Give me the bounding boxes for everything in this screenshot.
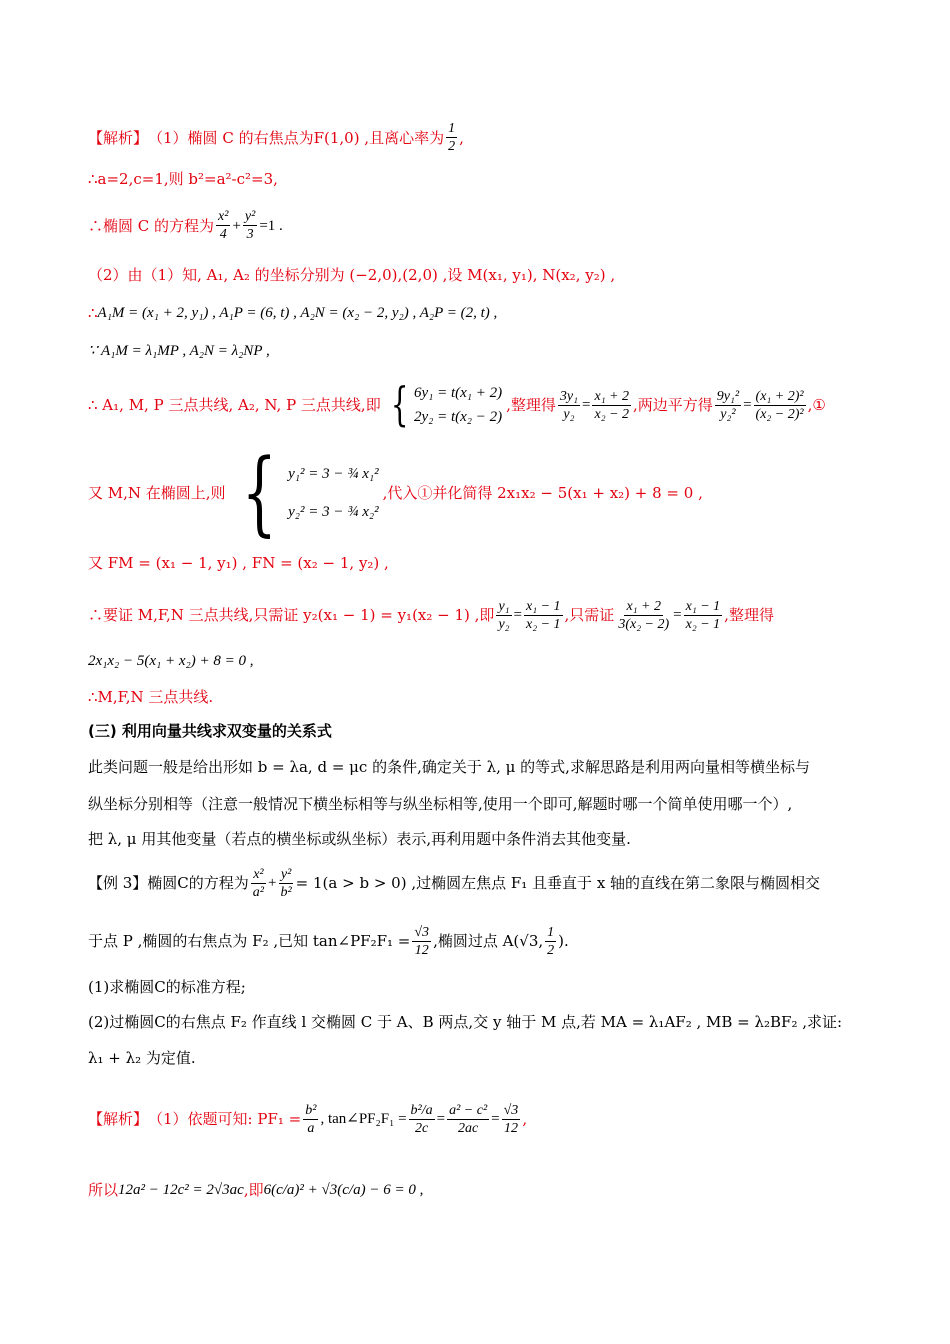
fraction: $\frac{\text{x₁ + 2}}{\text{3(x₂ − 2)}}$ <box>618 598 670 632</box>
fraction: $\frac{\text{y₁}}{\text{y₂}}$ <box>498 598 510 632</box>
solution-line-2: ∴a=2,c=1,则 b²=a²-c²=3, <box>88 170 278 188</box>
question-3: λ₁ + λ₂ 为定值. <box>88 1049 196 1067</box>
solution-tag: 【解析】 <box>88 128 149 147</box>
fraction: $\frac{\text{9y₁²}}{\text{y₂²}}$ <box>716 388 740 422</box>
equation-system: { y₁² = 3 − ¾ x₁² y₂² = 3 − ¾ x₂² <box>241 439 379 546</box>
example-solution-line-1: 【解析】 （1）依题可知: PF₁ = $\frac{\text{b²}}{a}$ , tan∠PF₂F₁ = $\frac{\text{b²/a}}{2c}$ = $\frac{\text{a² − c²}}{2ac}$ = $\frac{√3}{12}$ , <box>88 1102 528 1136</box>
solution-line-3: ∴椭圆 C 的方程为 $\frac{\text{x²}}{4}$ + $\frac{\text{y²}}{3}$ =1 . <box>88 209 283 242</box>
solution-line-12: ∴M,F,N 三点共线. <box>88 688 214 706</box>
fraction: $\frac{\text{y²}}{3}$ <box>244 209 256 242</box>
fraction: $\frac{\text{a² − c²}}{2ac}$ <box>449 1102 488 1136</box>
fraction: $\frac{\text{x²}}{4}$ <box>218 209 229 242</box>
fraction: $\frac{\text{3y₁}}{\text{y₂}}$ <box>559 388 579 422</box>
fraction: $\frac{√3}{12}$ <box>503 1102 519 1136</box>
fraction: $\frac{√3}{12}$ <box>414 924 430 958</box>
question-2: (2)过椭圆C的右焦点 F₂ 作直线 l 交椭圆 C 于 A、B 两点,交 y 轴于 M 点,若 MA = λ₁AF₂ , MB = λ₂BF₂ ,求证: <box>88 1013 843 1031</box>
section-heading: (三) 利用向量共线求双变量的关系式 <box>88 722 332 740</box>
solution-line-11: 2x₁x₂ − 5(x₁ + x₂) + 8 = 0 , <box>88 653 254 669</box>
solution-line-9: 又 FM = (x₁ − 1, y₁) , FN = (x₂ − 1, y₂) , <box>88 554 389 572</box>
solution-line-5: ∴ A₁M = (x₁ + 2, y₁) , A₁P = (6, t) , A₂N = (x₂ − 2, y₂) , A₂P = (2, t) , <box>88 304 498 322</box>
solution-line-1: 【解析】 （1）椭圆 C 的右焦点为F(1,0) ,且离心率为 $\frac{1}{2}$ , <box>88 121 464 154</box>
fraction: $\frac{\text{x²}}{\text{a²}}$ <box>252 866 264 900</box>
solution-line-8: 又 M,N 在椭圆上,则 { y₁² = 3 − ¾ x₁² y₂² = 3 − ¾ x₂² ,代入①并化简得 2x₁x₂ − 5(x₁ + x₂) + 8 = 0 , <box>88 439 703 546</box>
paragraph-line: 把 λ, μ 用其他变量（若点的横坐标或纵坐标）表示,再利用题中条件消去其他变量. <box>88 830 631 848</box>
fraction: $\frac{\text{x₁ − 1}}{\text{x₂ − 1}}$ <box>526 598 561 632</box>
fraction: $\frac{\text{y²}}{\text{b²}}$ <box>280 866 292 900</box>
paragraph-line: 此类问题一般是给出形如 b = λa, d = μc 的条件,确定关于 λ, μ 的等式,求解思路是利用两向量相等横坐标与 <box>88 758 810 776</box>
paragraph-line: 纵坐标分别相等（注意一般情况下横坐标相等与纵坐标相等,使用一个即可,解题时哪一个简单使用哪一个）, <box>88 795 793 813</box>
solution-line-10: ∴要证 M,F,N 三点共线,只需证 y₂(x₁ − 1) = y₁(x₂ − 1) ,即 $\frac{\text{y₁}}{\text{y₂}}$ = $\frac{\text{x₁ − 1}}{\text{x₂ − 1}}$ ,只需证 $\frac{\text{x₁ + 2}}{\text{3(x₂ − 2)}}$ = $\frac{\text{x₁ − 1}}{\text{x₂ − 1}}$ ,整理得 <box>88 598 774 632</box>
fraction: $\frac{\text{x₁ − 1}}{\text{x₂ − 1}}$ <box>685 598 721 632</box>
solution-text: （1）椭圆 C 的右焦点为F(1,0) ,且离心率为 <box>148 128 445 147</box>
fraction: $\frac{\text{x₁ + 2}}{\text{x₂ − 2}}$ <box>594 388 630 422</box>
fraction: $\frac{1}{2}$ <box>547 924 555 958</box>
solution-line-4: （2）由（1）知, A₁, A₂ 的坐标分别为 (−2,0),(2,0) ,设 M(x₁, y₁), N(x₂, y₂) , <box>88 266 616 284</box>
question-1: (1)求椭圆C的标准方程; <box>88 978 246 996</box>
solution-line-6: ∵ A₁M = λ₁MP , A₂N = λ₂NP , <box>88 343 270 359</box>
fraction: $\frac{1}{2}$ <box>448 121 456 154</box>
fraction: $\frac{\text{b²/a}}{2c}$ <box>410 1102 433 1136</box>
equation-system: { 6y₁ = t(x₁ + 2) 2y₂ = t(x₂ − 2) <box>390 377 503 431</box>
example-line-1: 【例 3】椭圆C的方程为 $\frac{\text{x²}}{\text{a²}}$ + $\frac{\text{y²}}{\text{b²}}$ = 1(a > b > 0) ,过椭圆左焦点 F₁ 且垂直于 x 轴的直线在第二象限与椭圆相交 <box>88 866 821 900</box>
fraction: $\frac{\text{b²}}{a}$ <box>305 1102 317 1136</box>
example-solution-line-2: 所以 12a² − 12c² = 2√3ac ,即 6(c/a)² + √3(c/a) − 6 = 0 , <box>88 1181 424 1199</box>
fraction: $\frac{\text{(x₁ + 2)²}}{\text{(x₂ − 2)²}}$ <box>755 388 804 422</box>
solution-line-7: ∴ A₁, M, P 三点共线, A₂, N, P 三点共线,即 { 6y₁ = t(x₁ + 2) 2y₂ = t(x₂ − 2) ,整理得 $\frac{\text{3y₁}}{\text{y₂}}$ = $\frac{\text{x₁ + 2}}{\text{x₂ − 2}}$ ,两边平方得 $\frac{\text{9y₁²}}{\text{y₂²}}$ = $\frac{\text{(x₁ + 2)²}}{\text{(x₂ − 2)²}}$ ,① <box>88 377 826 431</box>
example-line-2: 于点 P ,椭圆的右焦点为 F₂ ,已知 tan∠PF₂F₁ = $\frac{√3}{12}$ ,椭圆过点 A(√3, $\frac{1}{2}$ ). <box>88 924 569 958</box>
